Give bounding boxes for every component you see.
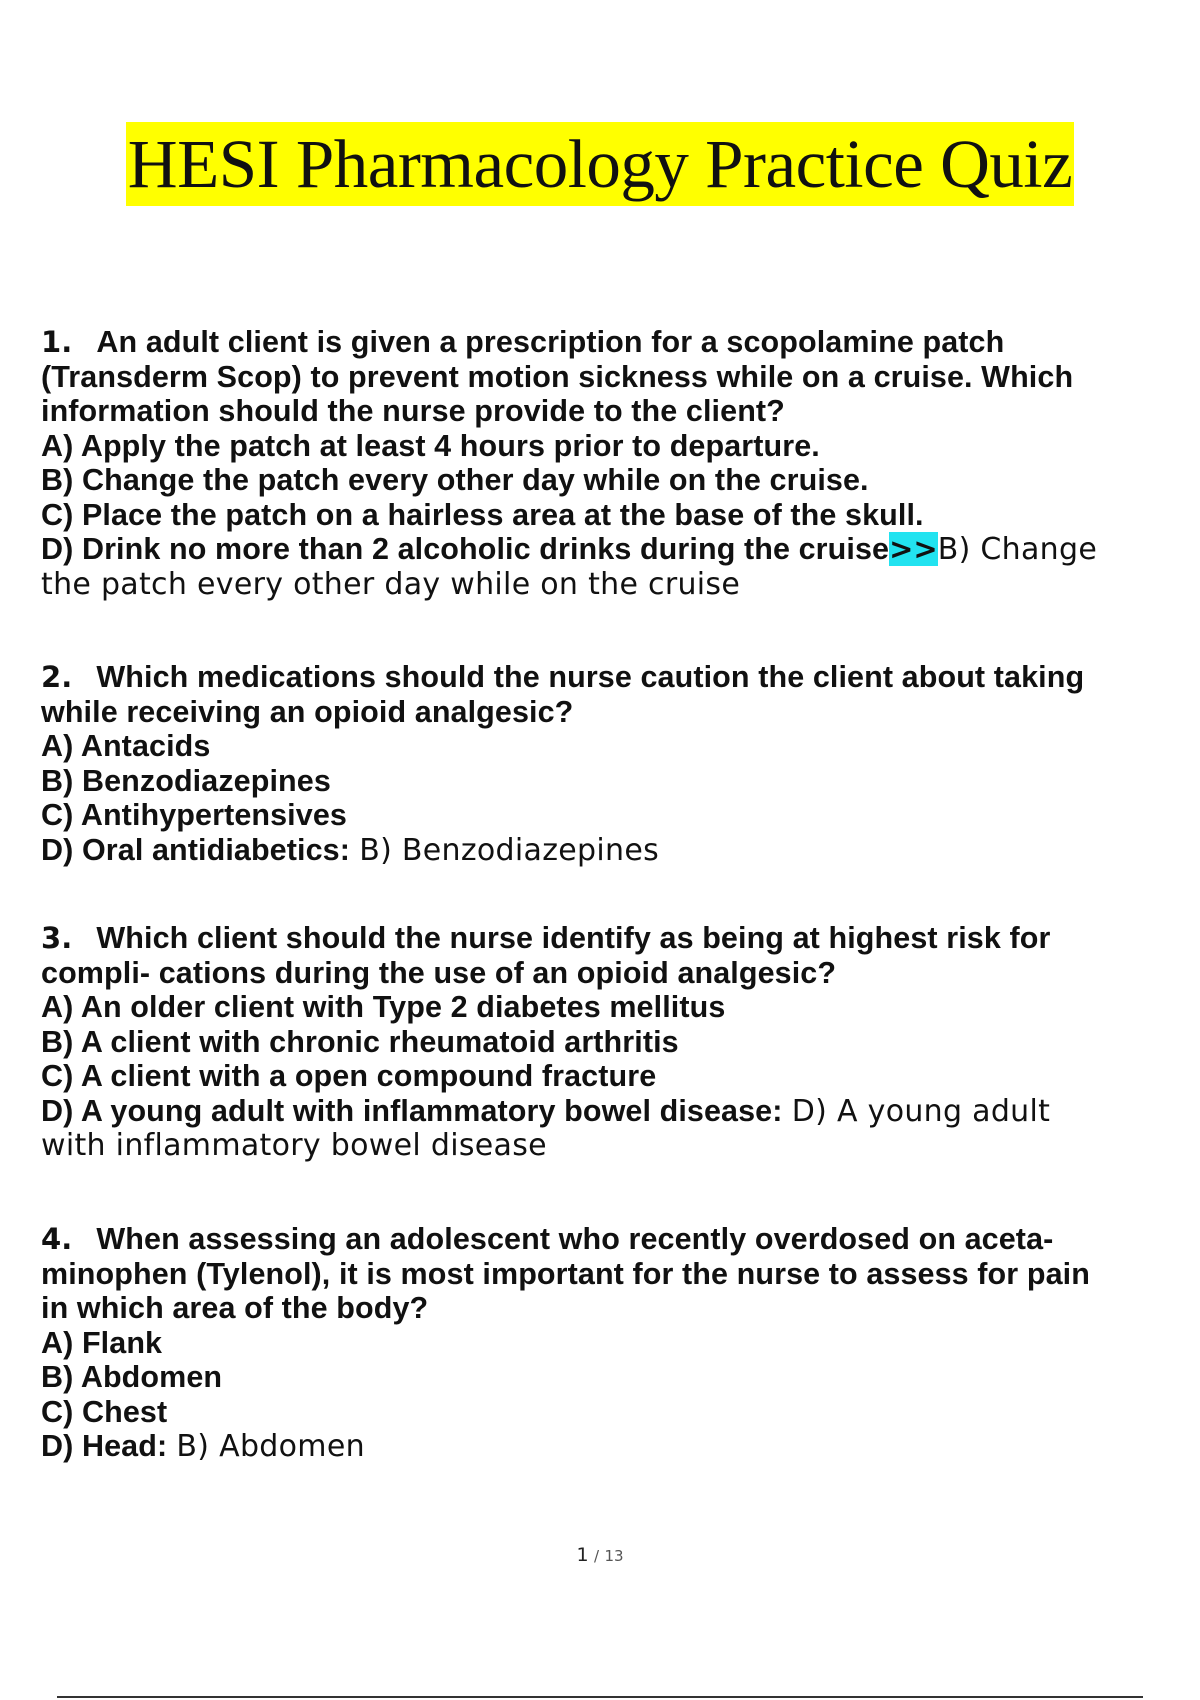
correct-answer: B) Abdomen [176,1429,365,1464]
title-container [0,122,1200,206]
answer-option: A) Apply the patch at least 4 hours prior to departure. [41,428,820,463]
question-stem-line: in which area of the body? [41,1291,429,1325]
question-stem-line: (Transderm Scop) to prevent motion sickness while on a cruise. Which [41,359,1074,394]
correct-answer-continued: with inflammatory bowel disease [41,1128,547,1163]
answer-option: D) Head: [41,1429,168,1463]
question-stem-line: information should the nurse provide to the client? [41,394,785,428]
question-number: 3. [41,921,73,955]
question-3 [41,921,1166,1164]
answer-marker: >> [889,532,938,566]
question-stem-line: while receiving an opioid analgesic? [41,694,574,729]
question-stem-line: compli- cations during the use of an opioid analgesic? [41,955,837,990]
answer-option-line [41,1094,1166,1130]
question-stem-line [41,1222,1166,1257]
question-2 [41,660,1166,868]
question-number: 1. [41,325,73,359]
question-number: 4. [41,1222,73,1256]
correct-answer: D) A young adult [791,1093,1051,1129]
answer-option: A) Antacids [41,729,211,763]
correct-answer: B) Change [937,532,1098,567]
answer-option: C) A client with a open compound fracture [41,1059,657,1093]
answer-option: B) Benzodiazepines [41,763,331,798]
page-title: HESI Pharmacology Practice Quiz [126,122,1074,206]
question-stem-line [41,660,1166,695]
stem-text: An adult client is given a prescription for a scopolamine patch [96,325,1005,359]
question-4 [41,1222,1166,1465]
stem-text: Which medications should the nurse caution the client about taking [96,660,1085,694]
footer-divider [57,1696,1143,1698]
answer-option: A) Flank [41,1325,163,1360]
answer-option: C) Antihypertensives [41,798,347,832]
answer-option: D) A young adult with inflammatory bowel disease: [41,1093,783,1128]
answer-option: D) Drink no more than 2 alcoholic drinks during the cruise [41,532,890,566]
correct-answer-continued: the patch every other day while on the cruise [41,566,741,602]
current-page: 1 [576,1544,589,1566]
stem-text: When assessing an adolescent who recently overdosed on aceta- [96,1222,1054,1256]
answer-option: D) Oral antidiabetics: [41,832,350,867]
total-pages: 13 [604,1547,624,1565]
answer-option: C) Chest [41,1394,168,1429]
question-number: 2. [41,660,73,694]
answer-option-line [41,1429,1166,1465]
answer-option-line [41,532,1166,568]
answer-option-line [41,833,1166,869]
answer-option: A) An older client with Type 2 diabetes mellitus [41,990,726,1024]
answer-option: B) Change the patch every other day while on the cruise. [41,463,869,497]
correct-answer: B) Benzodiazepines [359,832,660,868]
page-indicator [0,1544,1200,1566]
question-1 [41,325,1166,602]
answer-option: B) A client with chronic rheumatoid arthritis [41,1024,679,1059]
question-stem-line [41,325,1166,360]
answer-option: B) Abdomen [41,1360,223,1394]
page-separator: / [593,1547,600,1565]
answer-option: C) Place the patch on a hairless area at the base of the skull. [41,497,924,532]
stem-text: Which client should the nurse identify as being at highest risk for [96,921,1051,955]
question-stem-line: minophen (Tylenol), it is most important for the nurse to assess for pain [41,1256,1090,1291]
question-stem-line [41,921,1166,956]
